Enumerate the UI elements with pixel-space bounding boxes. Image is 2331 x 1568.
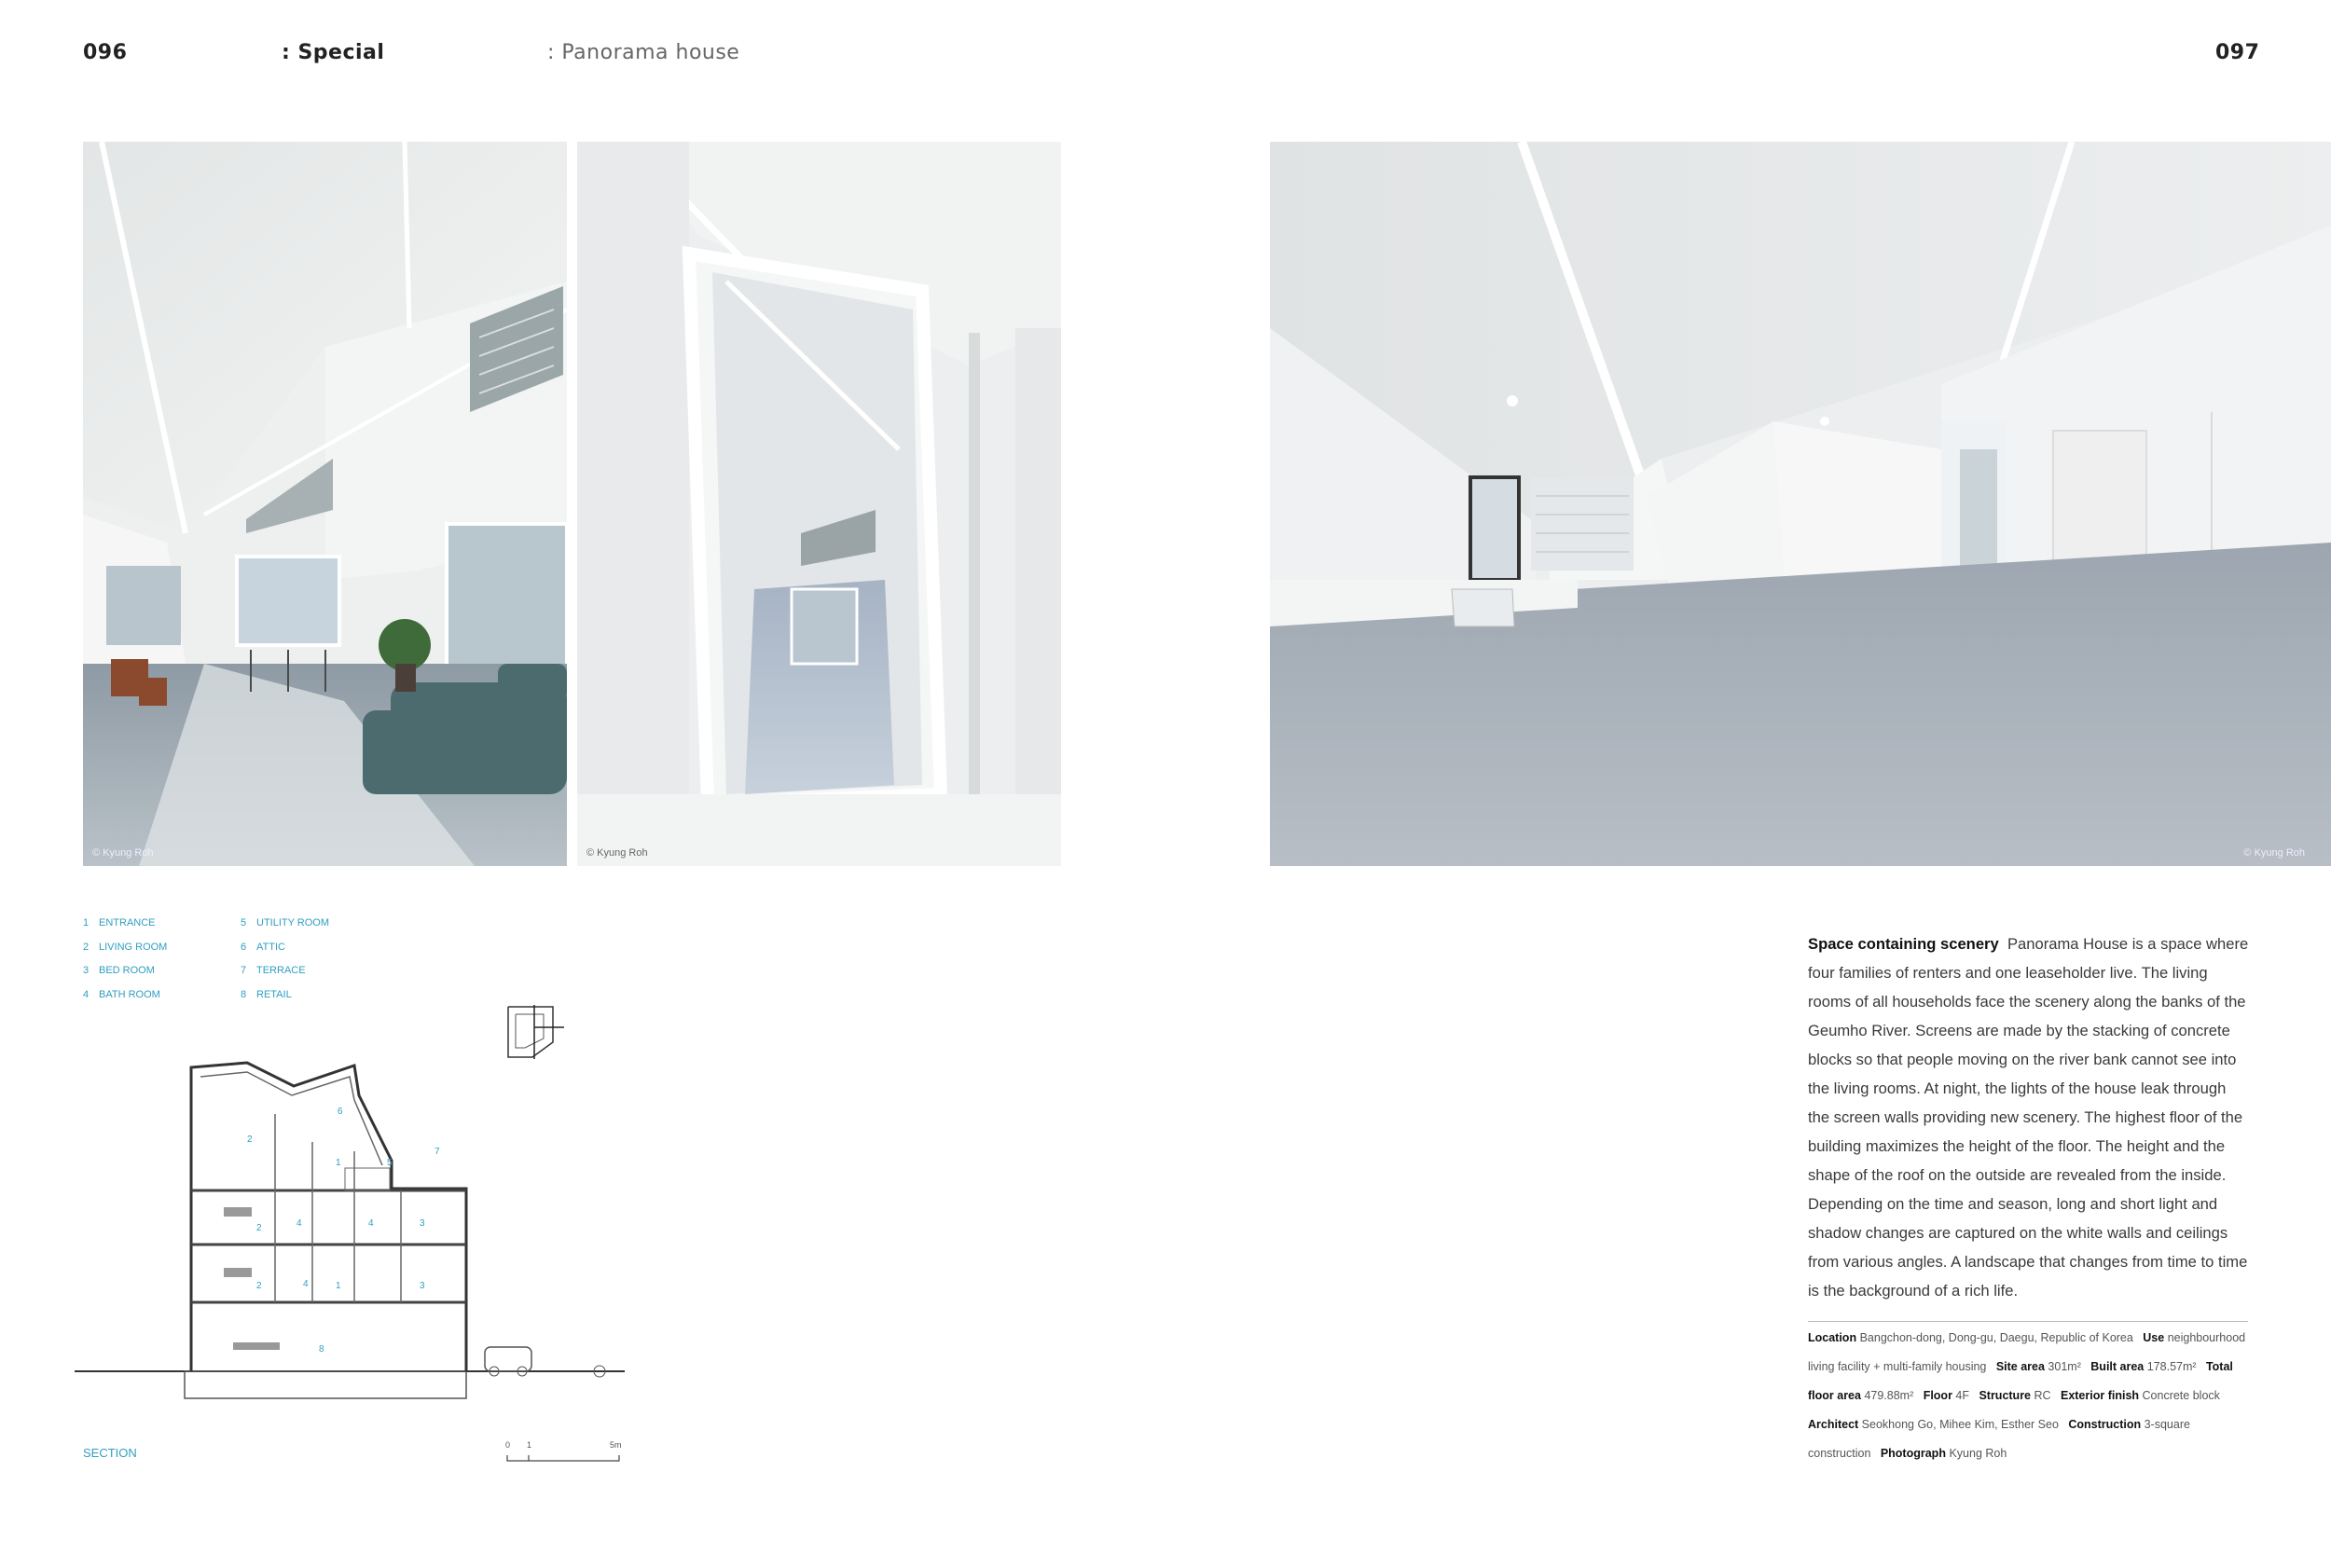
svg-text:3: 3: [420, 1218, 425, 1229]
svg-text:5: 5: [387, 1158, 393, 1168]
page-number-right: 097: [2215, 41, 2260, 64]
legend-item: 6 ATTIC: [241, 941, 285, 953]
legend-item: 5 UTILITY ROOM: [241, 917, 330, 928]
legend-item: 3 BED ROOM: [83, 965, 155, 976]
scale-bar: [505, 1440, 622, 1468]
scale-label-5m: 5m: [610, 1440, 622, 1450]
legend-item: 1 ENTRANCE: [83, 917, 156, 928]
svg-text:4: 4: [297, 1218, 302, 1229]
legend-item: 4 BATH ROOM: [83, 988, 160, 1000]
scale-label-1: 1: [527, 1440, 532, 1450]
project-title: : Panorama house: [547, 41, 740, 64]
scale-label-0: 0: [505, 1440, 511, 1450]
svg-text:4: 4: [368, 1218, 374, 1229]
photo-mirror-reflection: [577, 142, 1061, 866]
svg-text:6: 6: [338, 1107, 343, 1117]
section-drawing: [75, 1058, 625, 1408]
legend-column-1: [83, 912, 232, 1007]
photo-credit: © Kyung Roh: [586, 847, 648, 859]
svg-text:2: 2: [256, 1223, 262, 1233]
divider: [1808, 1321, 2248, 1322]
photo-attic: [1270, 142, 2331, 866]
section-title: : Special: [282, 41, 385, 64]
legend-item: 8 RETAIL: [241, 988, 292, 1000]
svg-text:7: 7: [434, 1147, 440, 1157]
article-text: Panorama House is a space where four families of renters and one leaseholder live. The living rooms of all households face the scenery along the banks of the Geumho River. Screens are made by the stacking of concrete blocks so that people moving on the river bank cannot see into the living rooms. At night, the lights of the house leak through the screen walls providing new scenery. The highest floor of the building maximizes the height of the floor. The height and the shape of the roof on the outside are revealed from the inside. Depending on the time and season, long and short light and shadow changes are captured on the white walls and ceilings from various angles. A landscape that changes from time to time is the background of a rich life.: [1808, 935, 2249, 1300]
section-caption: SECTION: [83, 1446, 137, 1460]
svg-text:8: 8: [319, 1344, 324, 1355]
svg-text:1: 1: [336, 1281, 341, 1291]
project-info: Location Bangchon-dong, Dong-gu, Daegu, Republic of Korea Use neighbourhood living facility + multi-family housing Site area 301m² Built area 178.57m² Total floor area 479.88m² Floor 4F Structure RC Exterior finish Concrete block Architect Seokhong Go, Mihee Kim, Esther Seo Construction 3-square construction Photograph Kyung Roh: [1808, 1331, 2246, 1460]
photo-living-room: [83, 142, 567, 866]
legend-column-2: [241, 912, 390, 1007]
photo-credit: © Kyung Roh: [2243, 847, 2305, 859]
svg-text:1: 1: [336, 1158, 341, 1168]
legend-item: 7 TERRACE: [241, 965, 306, 976]
svg-text:3: 3: [420, 1281, 425, 1291]
article-body: [1808, 929, 2251, 1305]
svg-text:2: 2: [247, 1135, 253, 1145]
photo-credit: © Kyung Roh: [92, 847, 154, 859]
svg-text:2: 2: [256, 1281, 262, 1291]
article-lead: Space containing scenery: [1808, 935, 1999, 953]
key-plan-icon: [506, 1005, 566, 1059]
svg-text:4: 4: [303, 1279, 309, 1289]
page-number-left: 096: [83, 41, 128, 64]
legend-item: 2 LIVING ROOM: [83, 941, 168, 953]
